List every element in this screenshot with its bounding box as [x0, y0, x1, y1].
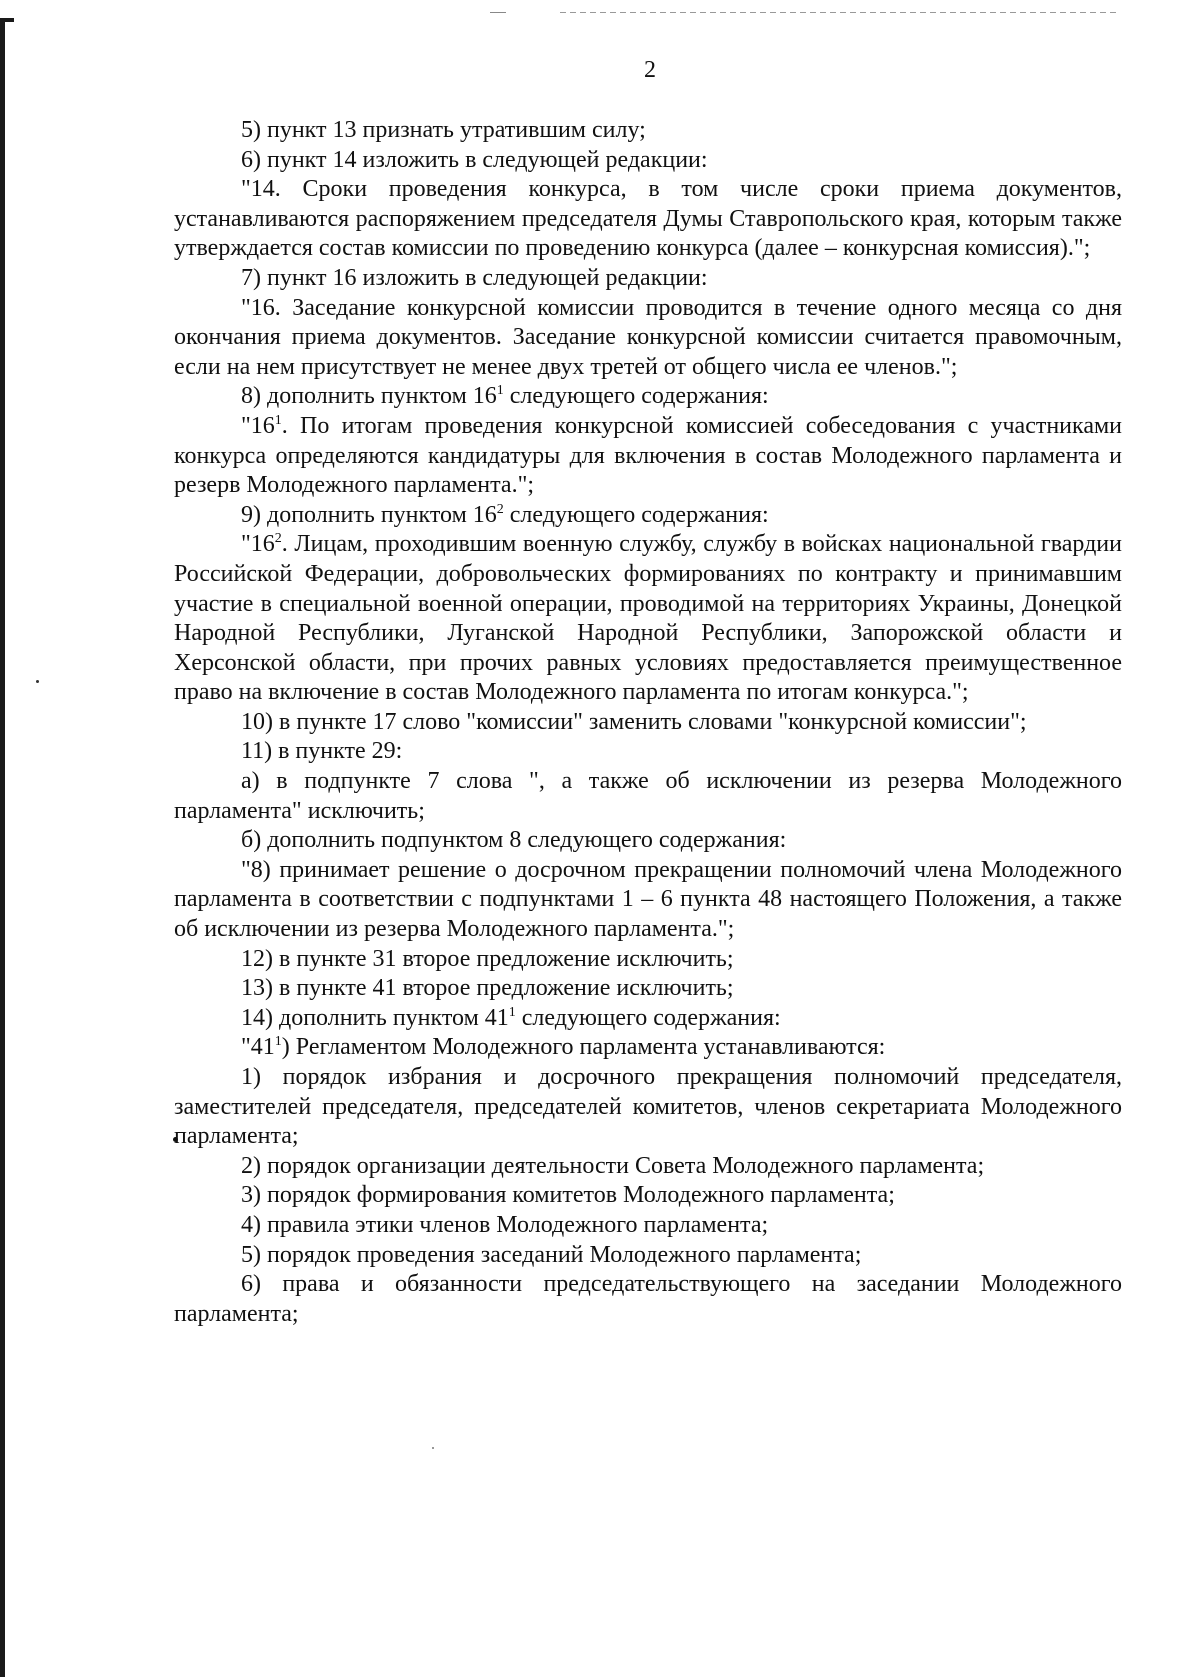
paragraph: 3) порядок формирования комитетов Молодежного парламента;	[241, 1182, 895, 1209]
paragraph: 1) порядок избрания и досрочного прекращения полномочий председателя, заместителей председателя, председателей комитетов, членов секретариата Молодежного парламента;	[174, 1064, 1122, 1150]
paragraph: 13) в пункте 41 второе предложение исключить;	[241, 975, 734, 1002]
scan-left-edge	[0, 18, 5, 1677]
scan-top-mark	[490, 12, 506, 13]
superscript-index: 2	[274, 531, 282, 547]
paragraph-text: "16	[241, 531, 275, 558]
paragraph-text: 9) дополнить пунктом 16	[241, 501, 497, 528]
paragraph	[174, 501, 1122, 531]
paragraph-text: ) Регламентом Молодежного парламента устанавливаются:	[281, 1034, 886, 1061]
superscript-index: 1	[274, 412, 282, 428]
page-number: 2	[644, 57, 656, 83]
paragraph: а) в подпункте 7 слова ", а также об исключении из резерва Молодежного парламента" исключить;	[174, 768, 1122, 824]
paragraph: 4) правила этики членов Молодежного парламента;	[241, 1211, 769, 1238]
paragraph-text: . Лицам, проходившим военную службу, службу в войсках национальной гвардии Российской Федерации, добровольческих формированиях по контракту и принимавшим участие в специальной военной операции, проводимой на территориях Украины, Донецкой Народной Республики, Луганской Народной Республики, Запорожской области и Херсонской области, при прочих равных условиях предоставляется преимущественное право на включение в состав Молодежного парламента по итогам конкурса.";	[174, 531, 1122, 706]
paragraph: 11) в пункте 29:	[241, 738, 403, 765]
paragraph: 6) пункт 14 изложить в следующей редакции:	[241, 146, 708, 173]
paragraph	[174, 412, 1122, 501]
scan-speck	[432, 1447, 434, 1449]
paragraph: б) дополнить подпунктом 8 следующего содержания:	[241, 827, 787, 854]
superscript-index: 1	[508, 1004, 516, 1020]
scan-speck	[36, 680, 39, 683]
document-body	[174, 116, 1122, 1329]
paragraph: 6) права и обязанности председательствующего на заседании Молодежного парламента;	[174, 1271, 1122, 1327]
superscript-index: 2	[496, 501, 504, 517]
paragraph: 5) пункт 13 признать утратившим силу;	[241, 117, 646, 143]
paragraph-text: следующего содержания:	[515, 1004, 781, 1031]
paragraph	[174, 530, 1122, 708]
paragraph-text: 14) дополнить пунктом 41	[241, 1004, 509, 1031]
paragraph-text: 8) дополнить пунктом 16	[241, 383, 497, 410]
paragraph: 2) порядок организации деятельности Совета Молодежного парламента;	[241, 1152, 985, 1179]
paragraph	[174, 1033, 1122, 1063]
paragraph: 7) пункт 16 изложить в следующей редакции:	[241, 264, 708, 291]
paragraph: "8) принимает решение о досрочном прекращении полномочий члена Молодежного парламента в соответствии с подпунктами 1 – 6 пункта 48 настоящего Положения, а также об исключении из резерва Молодежного парламента.";	[174, 856, 1122, 943]
paragraph-text: "16	[241, 412, 275, 439]
paragraph: 5) порядок проведения заседаний Молодежного парламента;	[241, 1241, 862, 1268]
paragraph: 10) в пункте 17 слово "комиссии" заменить словами "конкурсной комиссии";	[241, 708, 1027, 735]
scan-top-dashes	[560, 12, 1120, 13]
paragraph	[174, 1004, 1122, 1034]
paragraph-text: следующего содержания:	[503, 501, 769, 528]
paragraph-text: . По итогам проведения конкурсной комиссией собеседования с участниками конкурса определяются кандидатуры для включения в состав Молодежного парламента и резерв Молодежного парламента.";	[174, 412, 1122, 499]
paragraph-text: следующего содержания:	[503, 383, 769, 410]
paragraph: "14. Сроки проведения конкурса, в том числе сроки приема документов, устанавливаются распоряжением председателя Думы Ставропольского края, которым также утверждается состав комиссии по проведению конкурса (далее – конкурсная комиссия).";	[174, 176, 1122, 262]
paragraph: "16. Заседание конкурсной комиссии проводится в течение одного месяца со дня окончания приема документов. Заседание конкурсной комиссии считается правомочным, если на нем присутствует не менее двух третей от общего числа ее членов.";	[174, 294, 1122, 380]
scan-corner-mark	[0, 18, 14, 22]
paragraph	[174, 382, 1122, 412]
paragraph-text: "41	[241, 1034, 275, 1061]
superscript-index: 1	[274, 1034, 282, 1050]
paragraph: 12) в пункте 31 второе предложение исключить;	[241, 945, 734, 972]
superscript-index: 1	[496, 383, 504, 399]
